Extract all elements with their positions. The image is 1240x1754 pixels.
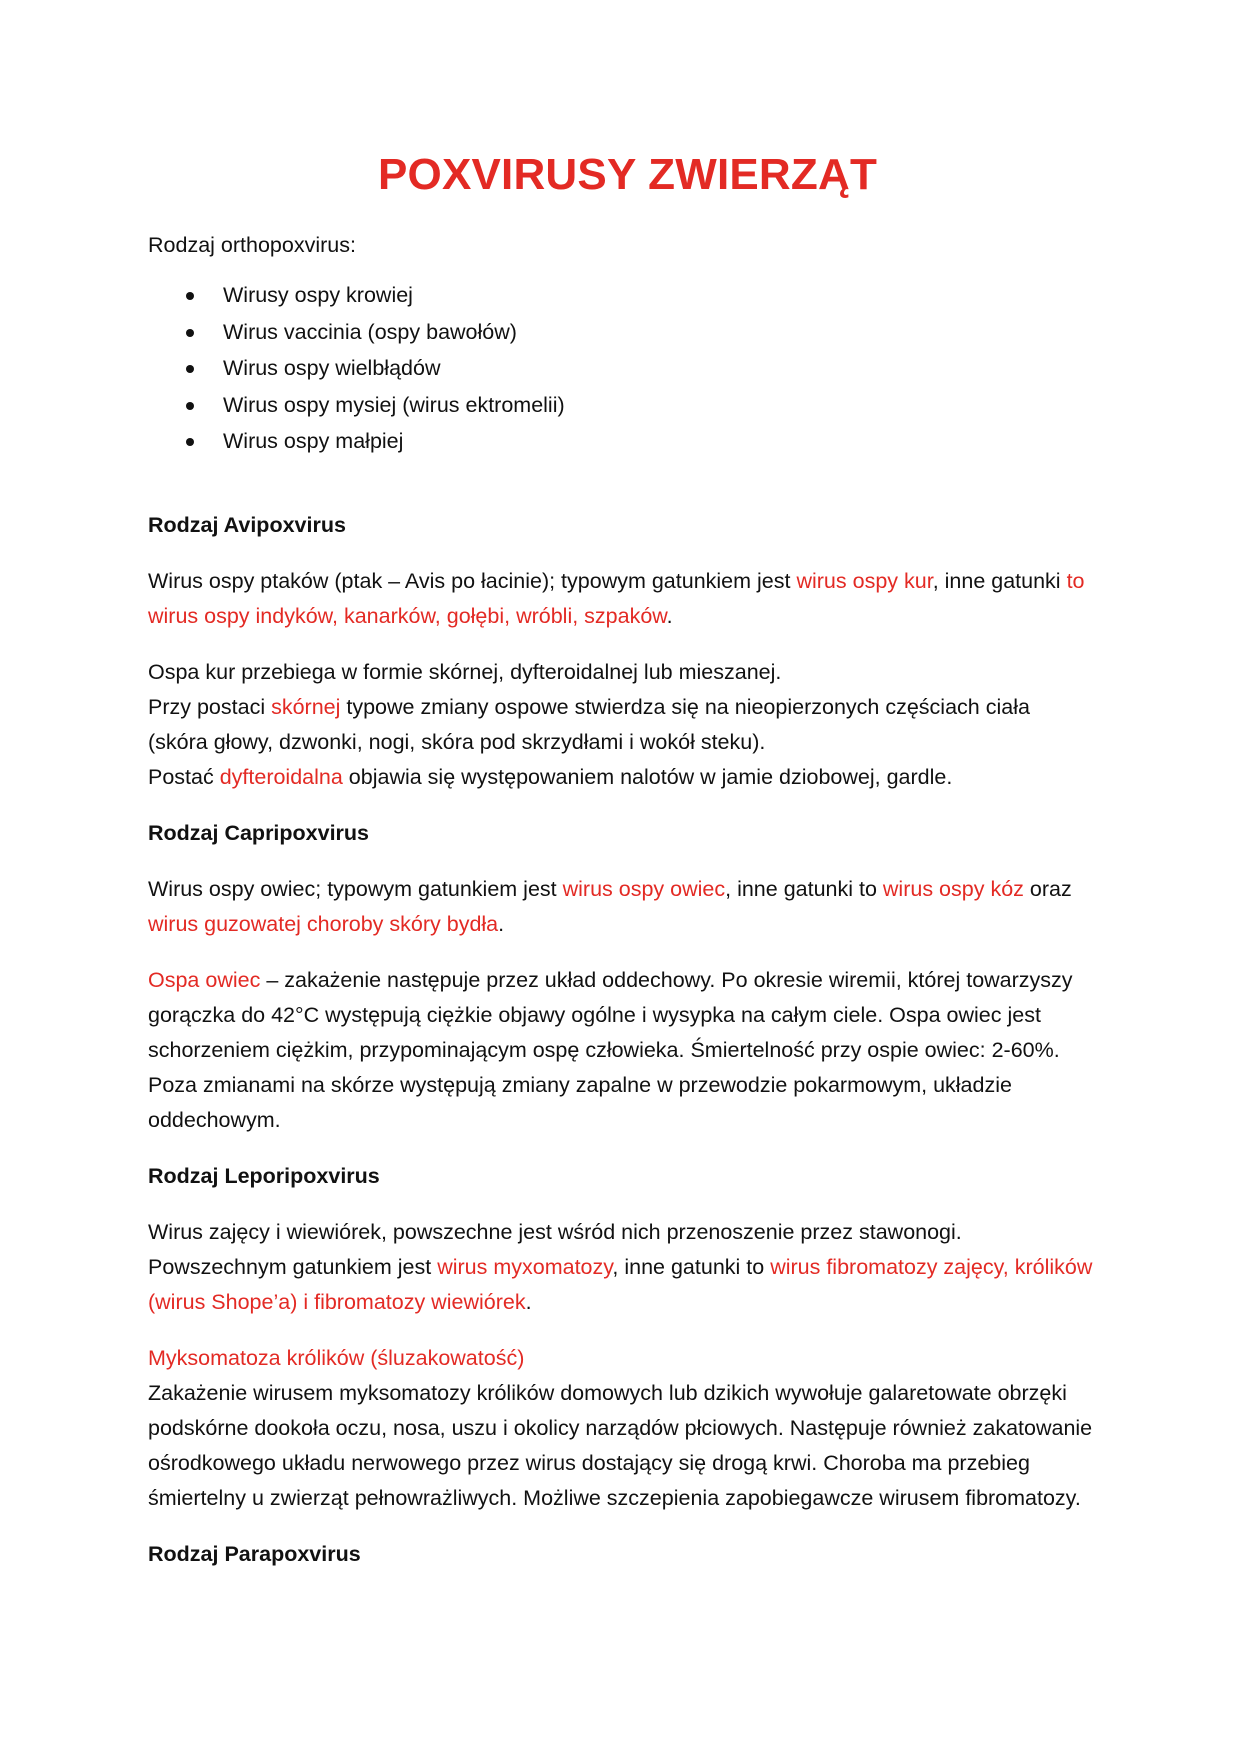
text-run: Wirus zajęcy i wiewiórek, powszechne jest wśród nich przenoszenie przez stawonogi. Powszechnym gatunkiem jest bbox=[148, 1219, 962, 1279]
avipox-paragraph-2 bbox=[148, 655, 1093, 795]
list-item: Wirus vaccinia (ospy bawołów) bbox=[148, 314, 1093, 351]
highlight-text: skórnej bbox=[271, 694, 341, 719]
capripox-paragraph-1 bbox=[148, 872, 1093, 942]
text-run: . bbox=[666, 603, 673, 628]
list-item: Wirusy ospy krowiej bbox=[148, 277, 1093, 314]
text-run: typowe zmiany ospowe stwierdza się na nieopierzonych częściach ciała (skóra głowy, dzwonki, nogi, skóra pod skrzydłami i wokół steku). bbox=[148, 694, 1030, 754]
list-item: Wirus ospy wielbłądów bbox=[148, 350, 1093, 387]
page-title: POXVIRUSY ZWIERZĄT bbox=[377, 150, 878, 199]
avipox-paragraph-1 bbox=[148, 564, 1093, 634]
text-run: Poza zmianami na skórze występują zmiany zapalne w przewodzie pokarmowym, układzie oddechowym. bbox=[148, 1072, 1012, 1132]
text-run: , inne gatunki to bbox=[725, 876, 883, 901]
text-run: objawia się występowaniem nalotów w jamie dziobowej, gardle. bbox=[342, 764, 953, 789]
highlight-text: wirus myxomatozy bbox=[437, 1254, 613, 1279]
text-run: Przy postaci bbox=[148, 694, 272, 719]
sub-heading: Myksomatoza królików (śluzakowatość) bbox=[148, 1345, 525, 1370]
orthopox-intro: Rodzaj orthopoxvirus: bbox=[148, 233, 356, 257]
text-run: Zakażenie wirusem myksomatozy królików domowych lub dzikich wywołuje galaretowate obrzęki podskórne dookoła oczu, nosa, uszu i okolicy narządów płciowych. Następuje również zakatowanie ośrodkowego układu nerwowego przez wirus dostający się drogą krwi. Choroba ma przebieg śmiertelny u zwierząt pełnowrażliwych. Możliwe szczepienia zapobiegawcze wirusem fibromatozy. bbox=[148, 1380, 1093, 1510]
text-run: Postać bbox=[148, 764, 220, 789]
text-run: – zakażenie następuje przez układ oddechowy. Po okresie wiremii, której towarzyszy gorączka do 42°C występują ciężkie objawy ogólne i wysypka na całym ciele. Ospa owiec jest schorzeniem ciężkim, przypominającym ospę człowieka. Śmiertelność przy ospie owiec: 2-60%. bbox=[148, 967, 1073, 1062]
document-content bbox=[148, 150, 1093, 1593]
text-run: . bbox=[498, 911, 505, 936]
highlight-text: wirus ospy kur bbox=[796, 568, 933, 593]
section-heading-parapox: Rodzaj Parapoxvirus bbox=[148, 1541, 361, 1566]
text-run: oraz bbox=[1023, 876, 1072, 901]
highlight-text: wirus ospy owiec bbox=[562, 876, 726, 901]
highlight-text: wirus fibromatozy zajęcy, królików (wirus Shope’a) i fibromatozy wiewiórek bbox=[148, 1254, 1093, 1314]
text-run: , inne gatunki to bbox=[612, 1254, 771, 1279]
list-item: Wirus ospy małpiej bbox=[148, 423, 1093, 460]
highlight-text: wirus ospy kóz bbox=[882, 876, 1024, 901]
text-run: Ospa kur przebiega w formie skórnej, dyfteroidalnej lub mieszanej. bbox=[148, 659, 782, 684]
section-heading-capripox: Rodzaj Capripoxvirus bbox=[148, 820, 370, 845]
highlight-text: Ospa owiec bbox=[148, 967, 261, 992]
text-run: . bbox=[525, 1289, 532, 1314]
leporipox-paragraph-2 bbox=[148, 1341, 1093, 1516]
orthopox-list bbox=[148, 277, 1093, 460]
text-run: , inne gatunki bbox=[932, 568, 1067, 593]
text-run: Wirus ospy ptaków (ptak – Avis po łacinie); typowym gatunkiem jest bbox=[148, 568, 797, 593]
text-run: Wirus ospy owiec; typowym gatunkiem jest bbox=[148, 876, 563, 901]
capripox-paragraph-2 bbox=[148, 963, 1093, 1138]
leporipox-paragraph-1 bbox=[148, 1215, 1093, 1320]
highlight-text: to wirus ospy indyków, kanarków, gołębi, wróbli, szpaków bbox=[148, 568, 1085, 628]
highlight-text: dyfteroidalna bbox=[219, 764, 343, 789]
section-heading-leporipox: Rodzaj Leporipoxvirus bbox=[148, 1163, 380, 1188]
section-heading-avipox: Rodzaj Avipoxvirus bbox=[148, 512, 346, 537]
list-item: Wirus ospy mysiej (wirus ektromelii) bbox=[148, 387, 1093, 424]
highlight-text: wirus guzowatej choroby skóry bydła bbox=[148, 911, 499, 936]
